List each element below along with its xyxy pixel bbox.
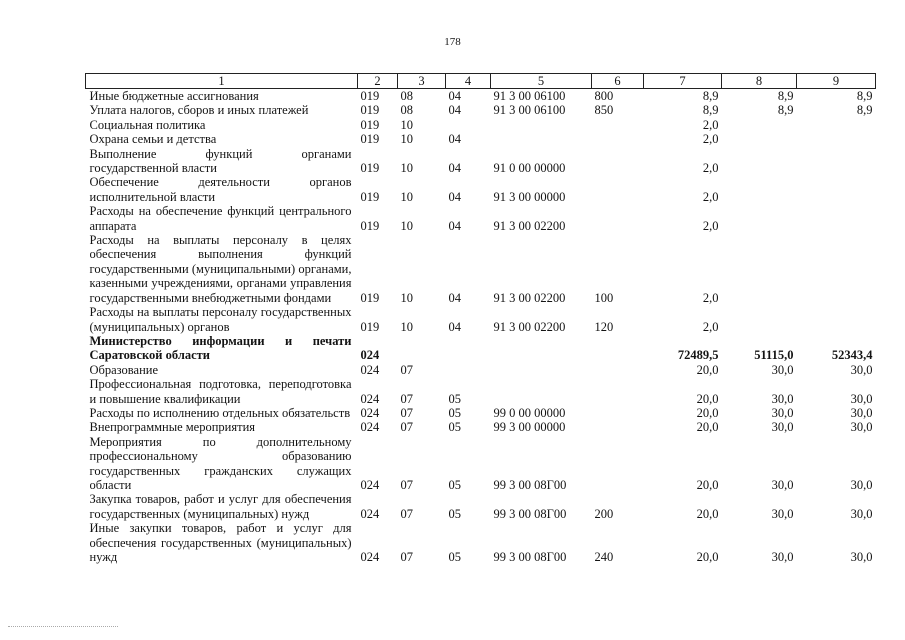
- cell-col4: 05: [448, 506, 461, 521]
- cell-col4: 04: [448, 132, 461, 147]
- cell-col4: 04: [448, 89, 461, 103]
- cell-col9: 30,0: [850, 405, 873, 420]
- table-row: [86, 204, 876, 233]
- cell-col8: 30,0: [771, 405, 794, 420]
- cell-col5: [491, 118, 592, 132]
- row-name: Уплата налогов, сборов и иных платежей: [89, 103, 309, 118]
- cell-col3: 10: [400, 132, 413, 147]
- cell-col3: 10: [400, 189, 413, 204]
- cell-col6: [592, 363, 644, 377]
- cell-col7: 20,0: [696, 405, 719, 420]
- cell-col9: [797, 132, 876, 146]
- row-name: Обеспечение деятельности органов исполнительной власти: [89, 175, 352, 204]
- cell-col4: [446, 118, 491, 132]
- cell-col8: [722, 305, 797, 334]
- table-row: [86, 406, 876, 420]
- header-cell-5: 5: [491, 74, 592, 89]
- cell-col4: 05: [448, 550, 461, 564]
- cell-col3: 07: [400, 405, 413, 420]
- header-cell-9: 9: [797, 74, 876, 89]
- cell-col6: 850: [594, 103, 614, 118]
- table-row: [86, 147, 876, 176]
- cell-col7: 2,0: [702, 161, 719, 176]
- cell-col8: [722, 118, 797, 132]
- cell-col4: 04: [448, 218, 461, 233]
- cell-col2: 019: [360, 218, 380, 233]
- cell-col4: 04: [448, 189, 461, 204]
- cell-col9: [797, 233, 876, 305]
- cell-col9: 8,9: [856, 103, 873, 118]
- row-name: Расходы на обеспечение функций центрального аппарата: [89, 204, 352, 233]
- cell-col6: [592, 377, 644, 406]
- cell-col6: 800: [594, 89, 614, 103]
- cell-col9: [797, 118, 876, 132]
- cell-col7: 2,0: [702, 290, 719, 305]
- row-name: Внепрограммные мероприятия: [89, 420, 256, 435]
- cell-col2: 024: [360, 477, 380, 492]
- cell-col2: 024: [360, 405, 380, 420]
- cell-col8: 8,9: [777, 103, 794, 118]
- cell-col6: [592, 406, 644, 420]
- header-cell-2: 2: [358, 74, 398, 89]
- cell-col9: 30,0: [850, 506, 873, 521]
- cell-col6: [592, 175, 644, 204]
- cell-col8: 30,0: [771, 506, 794, 521]
- cell-col6: [592, 334, 644, 363]
- cell-col9: 30,0: [850, 391, 873, 406]
- table-row: [86, 305, 876, 334]
- cell-col4: 05: [448, 420, 461, 435]
- cell-col5: 91 0 00 00000: [493, 161, 566, 176]
- cell-col9: [797, 204, 876, 233]
- table-row: [86, 118, 876, 132]
- cell-col8: 30,0: [771, 391, 794, 406]
- table-row: [86, 175, 876, 204]
- cell-col2: 024: [360, 391, 380, 406]
- budget-table: [85, 73, 876, 564]
- cell-col6: 200: [594, 506, 614, 521]
- cell-col2: 019: [360, 189, 380, 204]
- cell-col8: 30,0: [771, 420, 794, 435]
- cell-col9: 52343,4: [831, 348, 873, 363]
- row-name: Мероприятия по дополнительному профессиональному образованию государственных гражданских служащих области: [89, 434, 352, 492]
- cell-col2: 024: [360, 550, 380, 564]
- cell-col3: 10: [400, 319, 413, 334]
- row-name: Выполнение функций органами государственной власти: [89, 146, 352, 176]
- cell-col3: 07: [400, 506, 413, 521]
- cell-col8: [722, 132, 797, 146]
- cell-col2: 024: [360, 420, 380, 435]
- cell-col5: 91 3 00 02200: [493, 319, 566, 334]
- cell-col8: 8,9: [777, 89, 794, 103]
- cell-col5: 91 3 00 06100: [493, 89, 566, 103]
- scan-artifact: [8, 626, 118, 627]
- cell-col3: 10: [400, 117, 413, 132]
- cell-col5: [491, 377, 592, 406]
- cell-col8: [722, 175, 797, 204]
- cell-col7: 8,9: [702, 89, 719, 103]
- cell-col2: 019: [360, 290, 380, 305]
- cell-col4: 04: [448, 103, 461, 118]
- cell-col4: [446, 334, 491, 363]
- cell-col3: 07: [400, 550, 413, 564]
- cell-col3: 10: [400, 290, 413, 305]
- cell-col7: 2,0: [702, 189, 719, 204]
- row-name: Охрана семьи и детства: [89, 132, 217, 147]
- row-name: Расходы на выплаты персоналу государственных (муниципальных) органов: [89, 305, 352, 334]
- header-cell-4: 4: [446, 74, 491, 89]
- cell-col4: 04: [448, 319, 461, 334]
- cell-col5: 99 3 00 08Г00: [493, 550, 567, 564]
- table-row: [86, 521, 876, 564]
- cell-col5: 99 3 00 00000: [493, 420, 566, 435]
- cell-col8: [722, 147, 797, 176]
- cell-col3: [398, 334, 446, 363]
- cell-col9: 30,0: [850, 550, 873, 564]
- row-name: Расходы по исполнению отдельных обязательств: [89, 405, 351, 420]
- row-name: Профессиональная подготовка, переподготовка и повышение квалификации: [89, 377, 352, 406]
- cell-col6: [592, 435, 644, 493]
- cell-col5: [491, 132, 592, 146]
- cell-col3: 08: [400, 89, 413, 103]
- cell-col7: 2,0: [702, 319, 719, 334]
- cell-col3: 07: [400, 391, 413, 406]
- row-name: Образование: [89, 362, 159, 377]
- table-row: [86, 420, 876, 434]
- cell-col9: 8,9: [856, 89, 873, 103]
- cell-col9: [797, 305, 876, 334]
- row-name: Иные закупки товаров, работ и услуг для обеспечения государственных (муниципальных) нужд: [89, 521, 352, 564]
- cell-col5: [491, 363, 592, 377]
- table-row: [86, 334, 876, 363]
- cell-col2: 019: [360, 132, 380, 147]
- cell-col5: 99 0 00 00000: [493, 405, 566, 420]
- cell-col3: 07: [400, 477, 413, 492]
- cell-col2: 019: [360, 89, 380, 103]
- cell-col7: 2,0: [702, 218, 719, 233]
- table-row: [86, 363, 876, 377]
- cell-col5: 91 3 00 00000: [493, 189, 566, 204]
- table-row: [86, 233, 876, 305]
- row-name: Социальная политика: [89, 117, 206, 132]
- header-cell-6: 6: [592, 74, 644, 89]
- cell-col7: 2,0: [702, 132, 719, 147]
- page-number: 178: [444, 36, 461, 48]
- cell-col4: 05: [448, 405, 461, 420]
- cell-col3: 10: [400, 161, 413, 176]
- cell-col5: 91 3 00 02200: [493, 218, 566, 233]
- cell-col2: 019: [360, 161, 380, 176]
- table-row: [86, 435, 876, 493]
- header-row: [86, 74, 876, 89]
- cell-col4: 04: [448, 290, 461, 305]
- cell-col2: 019: [360, 319, 380, 334]
- cell-col2: 019: [360, 103, 380, 118]
- cell-col9: 30,0: [850, 362, 873, 377]
- cell-col7: 20,0: [696, 391, 719, 406]
- cell-col3: 07: [400, 362, 413, 377]
- table-row: [86, 132, 876, 146]
- table-row: [86, 103, 876, 117]
- cell-col6: [592, 147, 644, 176]
- cell-col4: 04: [448, 161, 461, 176]
- cell-col6: 120: [594, 319, 614, 334]
- cell-col2: 024: [360, 348, 380, 363]
- cell-col7: 72489,5: [677, 348, 719, 363]
- cell-col7: 2,0: [702, 117, 719, 132]
- cell-col5: [491, 334, 592, 363]
- cell-col4: [446, 363, 491, 377]
- cell-col5: 91 3 00 02200: [493, 290, 566, 305]
- table-row: [86, 89, 876, 104]
- row-name: Министерство информации и печати Саратовской области: [89, 333, 352, 363]
- cell-col9: [797, 175, 876, 204]
- cell-col8: 51115,0: [754, 348, 794, 363]
- cell-col6: 100: [594, 290, 614, 305]
- cell-col6: [592, 132, 644, 146]
- cell-col2: 019: [360, 117, 380, 132]
- cell-col2: 024: [360, 506, 380, 521]
- cell-col8: [722, 204, 797, 233]
- cell-col8: [722, 233, 797, 305]
- cell-col2: 024: [360, 362, 380, 377]
- header-cell-3: 3: [398, 74, 446, 89]
- cell-col8: 30,0: [771, 362, 794, 377]
- cell-col9: [797, 147, 876, 176]
- cell-col5: 91 3 00 06100: [493, 103, 566, 118]
- cell-col8: 30,0: [771, 477, 794, 492]
- cell-col7: 20,0: [696, 420, 719, 435]
- cell-col3: 07: [400, 420, 413, 435]
- cell-col7: 20,0: [696, 506, 719, 521]
- cell-col4: 05: [448, 477, 461, 492]
- cell-col7: 8,9: [702, 103, 719, 118]
- row-name: Иные бюджетные ассигнования: [89, 89, 259, 103]
- header-cell-8: 8: [722, 74, 797, 89]
- cell-col4: 05: [448, 391, 461, 406]
- cell-col3: 08: [400, 103, 413, 118]
- cell-col6: 240: [594, 550, 614, 564]
- row-name: Закупка товаров, работ и услуг для обеспечения государственных (муниципальных) нужд: [89, 492, 352, 521]
- cell-col8: 30,0: [771, 550, 794, 564]
- cell-col6: [592, 204, 644, 233]
- cell-col7: 20,0: [696, 550, 719, 564]
- row-name: Расходы на выплаты персоналу в целях обеспечения выполнения функций государственными (муниципальными) органами, казенными учреждениями, органами управления государственными внебюджетными фондами: [89, 233, 352, 305]
- cell-col6: [592, 118, 644, 132]
- header-cell-1: 1: [86, 74, 358, 89]
- cell-col9: 30,0: [850, 420, 873, 435]
- cell-col7: 20,0: [696, 477, 719, 492]
- header-cell-7: 7: [644, 74, 722, 89]
- table-row: [86, 377, 876, 406]
- table-row: [86, 492, 876, 521]
- cell-col9: 30,0: [850, 477, 873, 492]
- cell-col3: 10: [400, 218, 413, 233]
- cell-col6: [592, 420, 644, 434]
- cell-col5: 99 3 00 08Г00: [493, 477, 567, 492]
- table-body: [86, 89, 876, 565]
- cell-col5: 99 3 00 08Г00: [493, 506, 567, 521]
- cell-col7: 20,0: [696, 362, 719, 377]
